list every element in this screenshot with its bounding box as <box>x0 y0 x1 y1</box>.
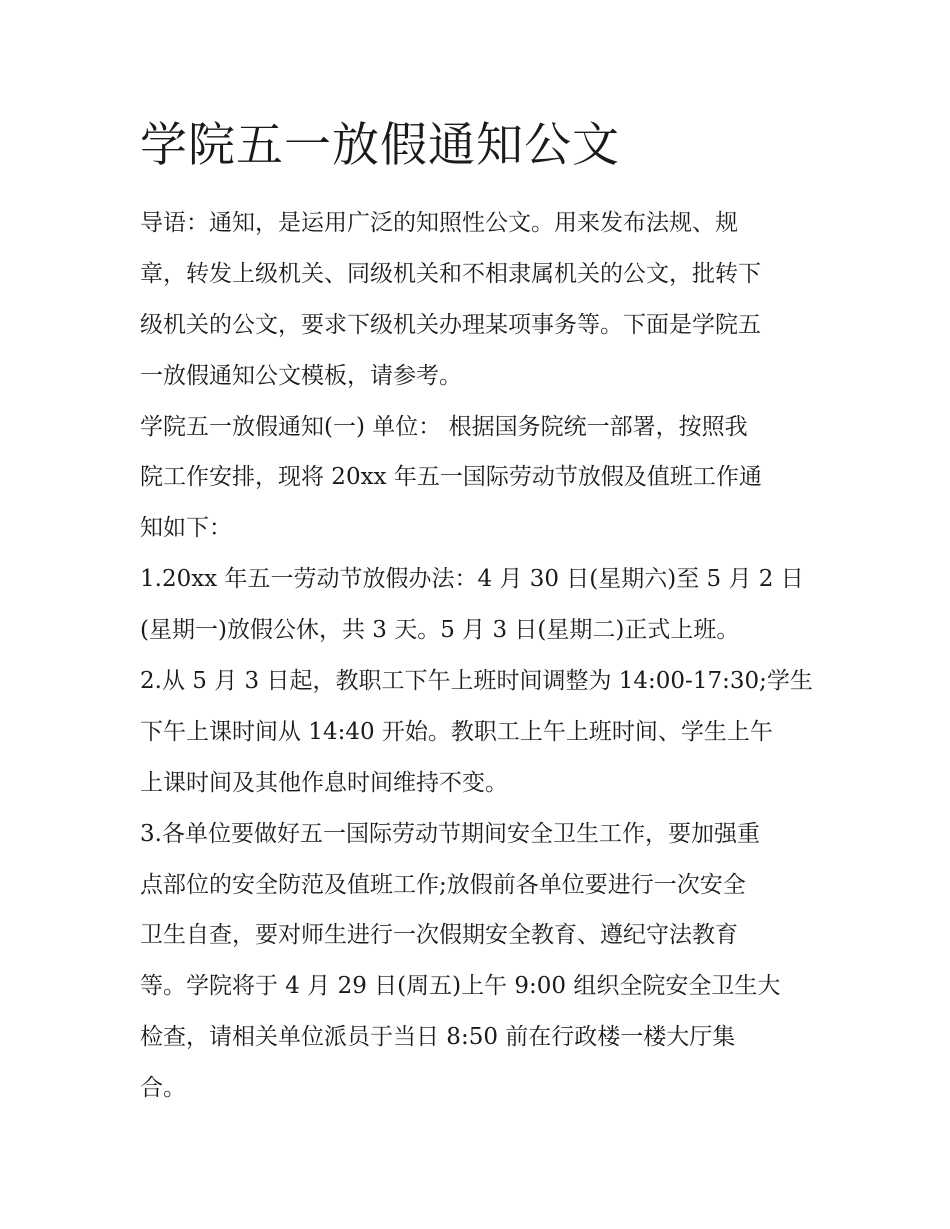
text-line: 等。学院将于 4 月 29 日(周五)上午 9:00 组织全院安全卫生大 <box>140 973 781 1000</box>
document-title: 学院五一放假通知公文 <box>140 118 620 173</box>
text-line: 章，转发上级机关、同级机关和不相隶属机关的公文，批转下 <box>140 260 761 287</box>
text-line: 卫生自查，要对师生进行一次假期安全教育、遵纪守法教育 <box>140 922 738 949</box>
text-line: 下午上课时间从 14:40 开始。教职工上午上班时间、学生上午 <box>140 718 773 745</box>
text-line: 3.各单位要做好五一国际劳动节期间安全卫生工作，要加强重 <box>140 820 760 847</box>
text-line: 学院五一放假通知(一) 单位： 根据国务院统一部署，按照我 <box>140 413 748 440</box>
text-line: 合。 <box>140 1075 186 1102</box>
text-line: 院工作安排，现将 20xx 年五一国际劳动节放假及值班工作通 <box>140 464 762 491</box>
text-line: 1.20xx 年五一劳动节放假办法：4 月 30 日(星期六)至 5 月 2 日 <box>140 566 804 593</box>
document-body <box>140 198 820 1114</box>
text-line: 检查，请相关单位派员于当日 8:50 前在行政楼一楼大厅集 <box>140 1024 736 1051</box>
text-line: 导语：通知，是运用广泛的知照性公文。用来发布法规、规 <box>140 210 738 236</box>
text-line: 2.从 5 月 3 日起，教职工下午上班时间调整为 14:00-17:30;学生 <box>140 668 813 695</box>
text-line: 知如下： <box>140 515 232 542</box>
text-line: 一放假通知公文模板，请参考。 <box>140 362 462 389</box>
text-line: 级机关的公文，要求下级机关办理某项事务等。下面是学院五 <box>140 311 761 338</box>
text-line: 上课时间及其他作息时间维持不变。 <box>140 769 508 796</box>
text-line: (星期一)放假公休，共 3 天。5 月 3 日(星期二)正式上班。 <box>140 617 740 644</box>
text-line: 点部位的安全防范及值班工作;放假前各单位要进行一次安全 <box>140 871 746 898</box>
